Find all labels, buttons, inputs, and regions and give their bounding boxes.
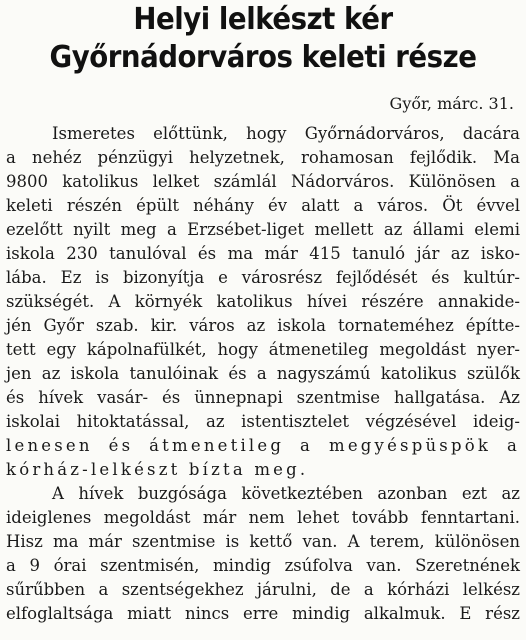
headline-line-2: Győrnádorváros keleti része [49, 40, 477, 75]
body-line-4: keleti részén épült néhány év alatt a város. Öt évvel [6, 196, 520, 215]
body-line-11: jen az iskola tanulóinak és a nagyszámú katolikus szülők [6, 364, 520, 383]
body-line-21: elfoglaltsága miatt nincs erre mindig alkalmuk. E rész [6, 604, 520, 623]
body-line-14: lenesen és átmenetileg a megyéspüspök a [6, 436, 520, 455]
body-line-2: a nehéz pénzügyi helyzetnek, rohamosan fejlődik. Ma [6, 148, 520, 167]
body-line-20: sűrűbben a szentségekhez járulni, de a kórházi lelkész [6, 580, 520, 599]
body-line-8: szükségét. A környék katolikus hívei részére annakide- [6, 292, 520, 311]
body-line-10: tett egy kápolnafülkét, hogy átmenetileg megoldást nyer- [6, 340, 520, 359]
body-line-13: iskolai hitoktatással, az istentisztelet végzésével ideig- [6, 412, 520, 431]
body-line-18: Hisz ma már szentmise is kettő van. A terem, különösen [6, 532, 520, 551]
body-line-16: A hívek buzgósága következtében azonban ezt az [52, 484, 520, 503]
body-line-6: iskola 230 tanulóval és ma már 415 tanuló jár az isko- [6, 244, 520, 263]
body-line-12: és hívek vasár- és ünnepnapi szentmise hallgatása. Az [6, 388, 520, 407]
body-line-9: jén Győr szab. kir. város az iskola tornateméhez építte- [6, 316, 520, 335]
body-line-15: kórház-lelkészt bízta meg. [6, 460, 309, 479]
body-line-1: Ismeretes előttünk, hogy Győrnádorváros, dacára [52, 124, 520, 143]
body-line-5: ezelőtt nyilt meg a Erzsébet-liget mellett az állami elemi [6, 220, 520, 239]
body-line-3: 9800 katolikus lelket számlál Nádorváros. Különösen a [6, 172, 520, 191]
body-line-19: a 9 órai szentmisén, mindig zsúfolva van. Szeretnének [6, 556, 520, 575]
headline-line-1: Helyi lelkészt kér [133, 2, 393, 37]
dateline: Győr, márc. 31. [389, 94, 514, 113]
body-line-7: lába. Ez is bizonyítja e városrész fejlődését és kultúr- [6, 268, 520, 287]
body-line-17: ideiglenes megoldást már nem lehet tovább fenntartani. [6, 508, 520, 527]
